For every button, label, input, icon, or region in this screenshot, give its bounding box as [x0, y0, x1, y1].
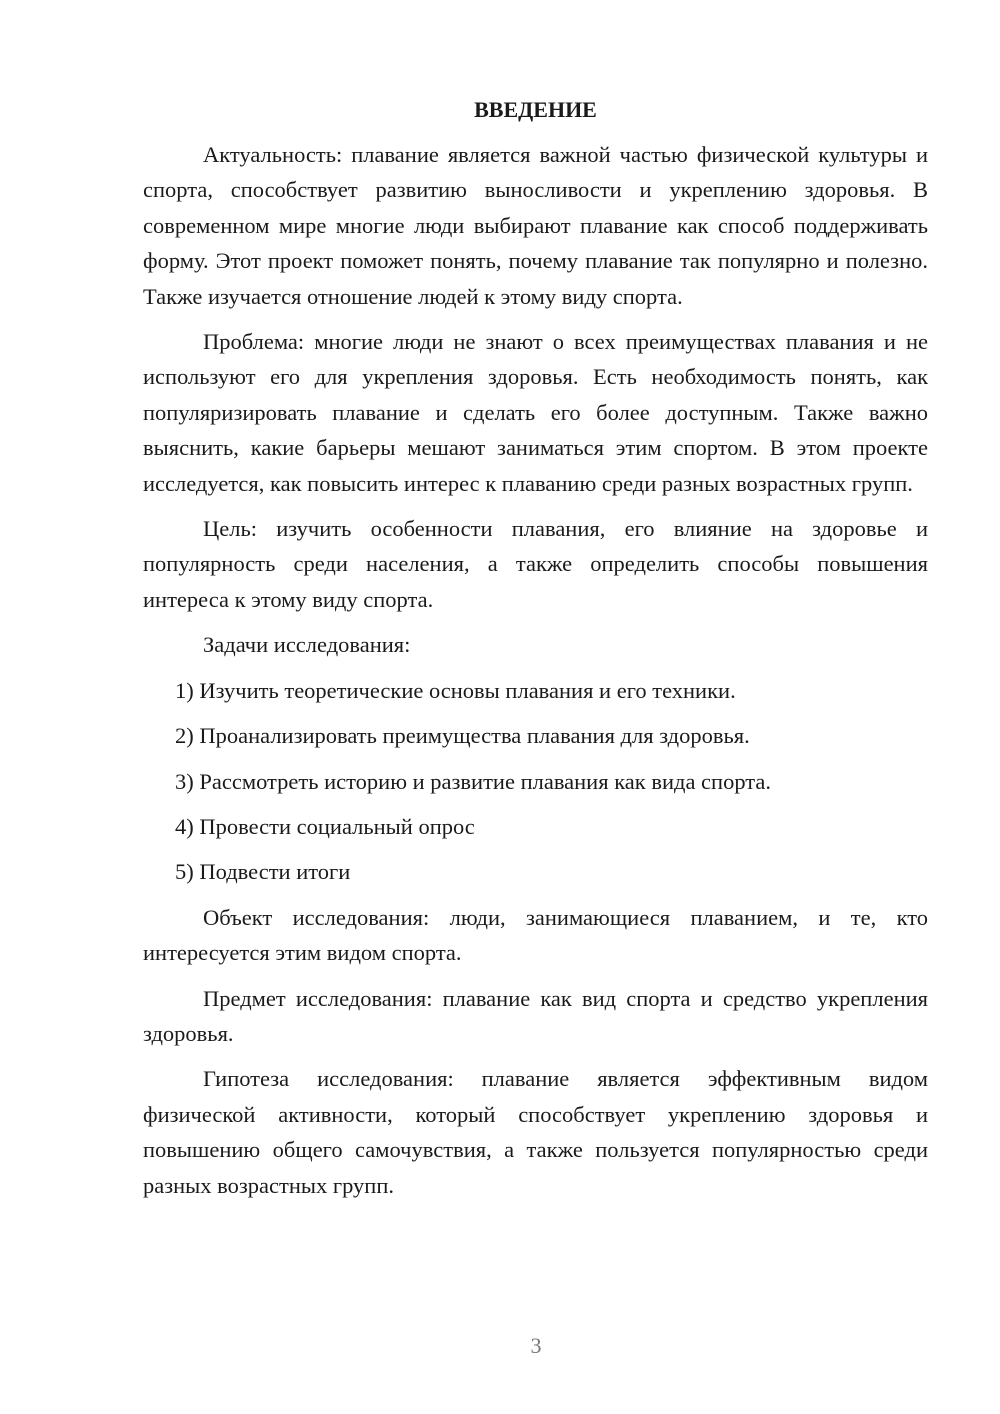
paragraph-goal: Цель: изучить особенности плавания, его влияние на здоровье и популярность среди населения, а также определить способы повышения интереса к этому виду спорта. — [143, 516, 928, 612]
paragraph-hypothesis: Гипотеза исследования: плавание является эффективным видом физической активности, который способствует укреплению здоровья и повышению общего самочувствия, а также пользуется популярностью среди разных возрастных групп. — [143, 1066, 928, 1198]
list-item: 2) Проанализировать преимущества плавания для здоровья. — [175, 723, 750, 749]
list-item: 4) Провести социальный опрос — [175, 813, 475, 839]
paragraph-relevance: Актуальность: плавание является важной частью физической культуры и спорта, способствует развитию выносливости и укреплению здоровья. В современном мире многие люди выбирают плавание как способ поддерживать форму. Этот проект поможет понять, почему плавание так популярно и полезно. Также изучается отношение людей к этому виду спорта. — [143, 142, 928, 309]
list-item: 5) Подвести итоги — [175, 859, 351, 885]
list-item: 3) Рассмотреть историю и развитие плавания как вида спорта. — [175, 768, 772, 794]
paragraph-object: Объект исследования: люди, занимающиеся плаванием, и те, кто интересуется этим видом спорта. — [143, 904, 928, 966]
page-content — [143, 95, 928, 1213]
paragraph-problem: Проблема: многие люди не знают о всех преимуществах плавания и не используют его для укрепления здоровья. Есть необходимость понять, как популяризировать плавание и сделать его более доступным. Также важно выяснить, какие барьеры мешают заниматься этим спортом. В этом проекте исследуется, как повысить интерес к плаванию среди разных возрастных групп. — [143, 329, 928, 496]
tasks-heading: Задачи исследования: — [203, 632, 411, 658]
page-number: 3 — [530, 1333, 542, 1358]
page-title: ВВЕДЕНИЕ — [474, 97, 597, 122]
list-item: 1) Изучить теоретические основы плавания и его техники. — [175, 677, 736, 703]
tasks-list — [143, 673, 928, 890]
paragraph-subject: Предмет исследования: плавание как вид спорта и средство укрепления здоровья. — [143, 985, 928, 1046]
